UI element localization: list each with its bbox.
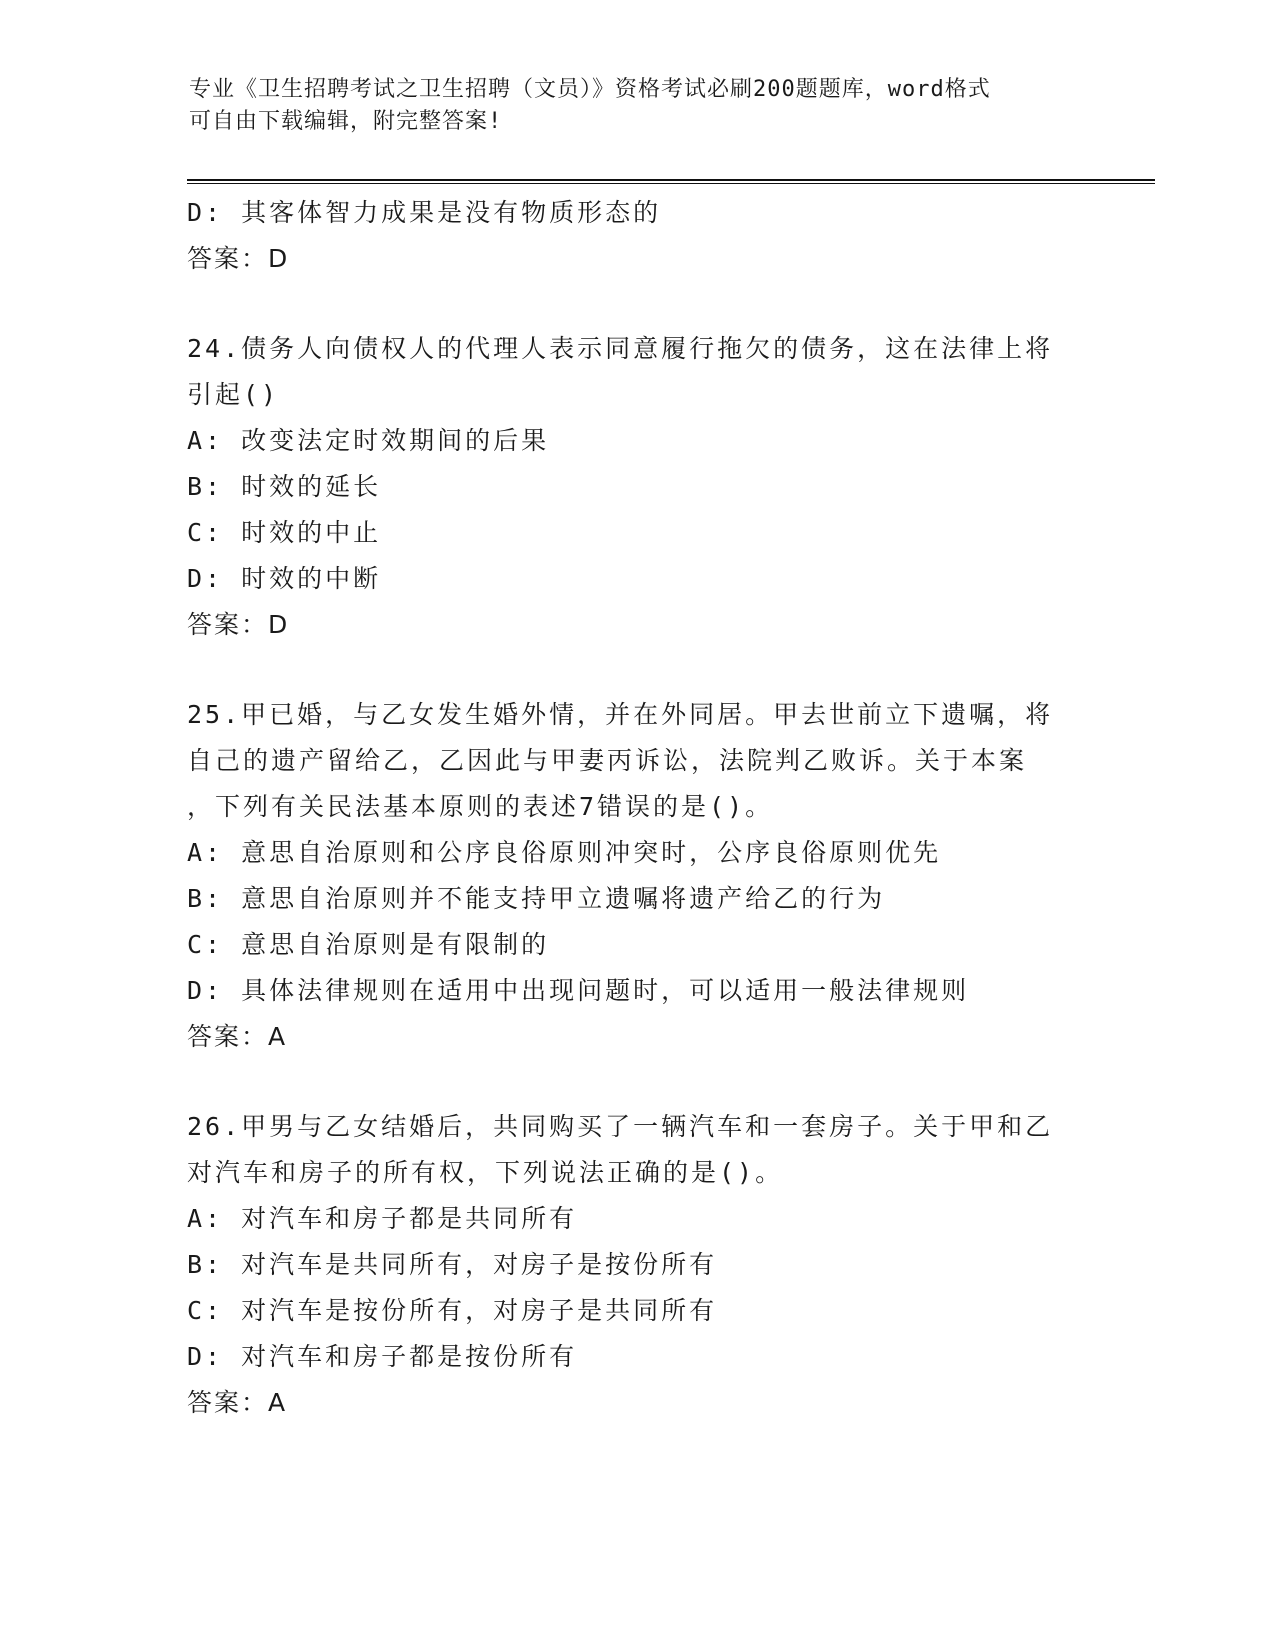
answer-line: 答案：A [187, 1022, 288, 1051]
question-stem-line-2: 引起() [187, 380, 280, 409]
header-divider [187, 179, 1155, 185]
question-stem-line-2: 对汽车和房子的所有权，下列说法正确的是()。 [187, 1158, 784, 1187]
question-stem-line-3: ，下列有关民法基本原则的表述7错误的是()。 [187, 792, 774, 821]
option-b: B: 意思自治原则并不能支持甲立遗嘱将遗产给乙的行为 [187, 884, 886, 913]
option-c: C: 时效的中止 [187, 518, 382, 547]
option-b: B: 时效的延长 [187, 472, 382, 501]
option-c: C: 对汽车是按份所有，对房子是共同所有 [187, 1296, 718, 1325]
question-23-tail [187, 190, 1087, 282]
question-stem-line-1: 24.债务人向债权人的代理人表示同意履行拖欠的债务，这在法律上将 [187, 334, 1054, 363]
option-b: B: 对汽车是共同所有，对房子是按份所有 [187, 1250, 718, 1279]
question-list [187, 190, 1087, 1426]
question-26 [187, 1104, 1087, 1426]
divider-thin-line [187, 183, 1155, 184]
option-a: A: 对汽车和房子都是共同所有 [187, 1204, 578, 1233]
question-stem-line-1: 26.甲男与乙女结婚后，共同购买了一辆汽车和一套房子。关于甲和乙 [187, 1112, 1054, 1141]
option-d: D: 时效的中断 [187, 564, 382, 593]
question-stem-line-1: 25.甲已婚，与乙女发生婚外情，并在外同居。甲去世前立下遗嘱，将 [187, 700, 1054, 729]
answer-line: 答案：A [187, 1388, 288, 1417]
option-c: C: 意思自治原则是有限制的 [187, 930, 550, 959]
document-header [189, 74, 1089, 138]
question-stem-line-2: 自己的遗产留给乙，乙因此与甲妻丙诉讼，法院判乙败诉。关于本案 [187, 746, 1028, 775]
divider-thick-line [187, 179, 1155, 181]
header-title-line-2: 可自由下载编辑，附完整答案! [189, 109, 503, 134]
answer-line: 答案：D [187, 610, 290, 639]
option-d: D: 具体法律规则在适用中出现问题时，可以适用一般法律规则 [187, 976, 970, 1005]
question-25 [187, 692, 1087, 1060]
option-d: D: 对汽车和房子都是按份所有 [187, 1342, 578, 1371]
option-d: D: 其客体智力成果是没有物质形态的 [187, 198, 662, 227]
option-a: A: 改变法定时效期间的后果 [187, 426, 550, 455]
option-a: A: 意思自治原则和公序良俗原则冲突时，公序良俗原则优先 [187, 838, 942, 867]
header-title-line-1: 专业《卫生招聘考试之卫生招聘（文员）》资格考试必刷200题题库，word格式 [189, 77, 991, 102]
answer-line: 答案：D [187, 244, 290, 273]
question-24 [187, 326, 1087, 648]
